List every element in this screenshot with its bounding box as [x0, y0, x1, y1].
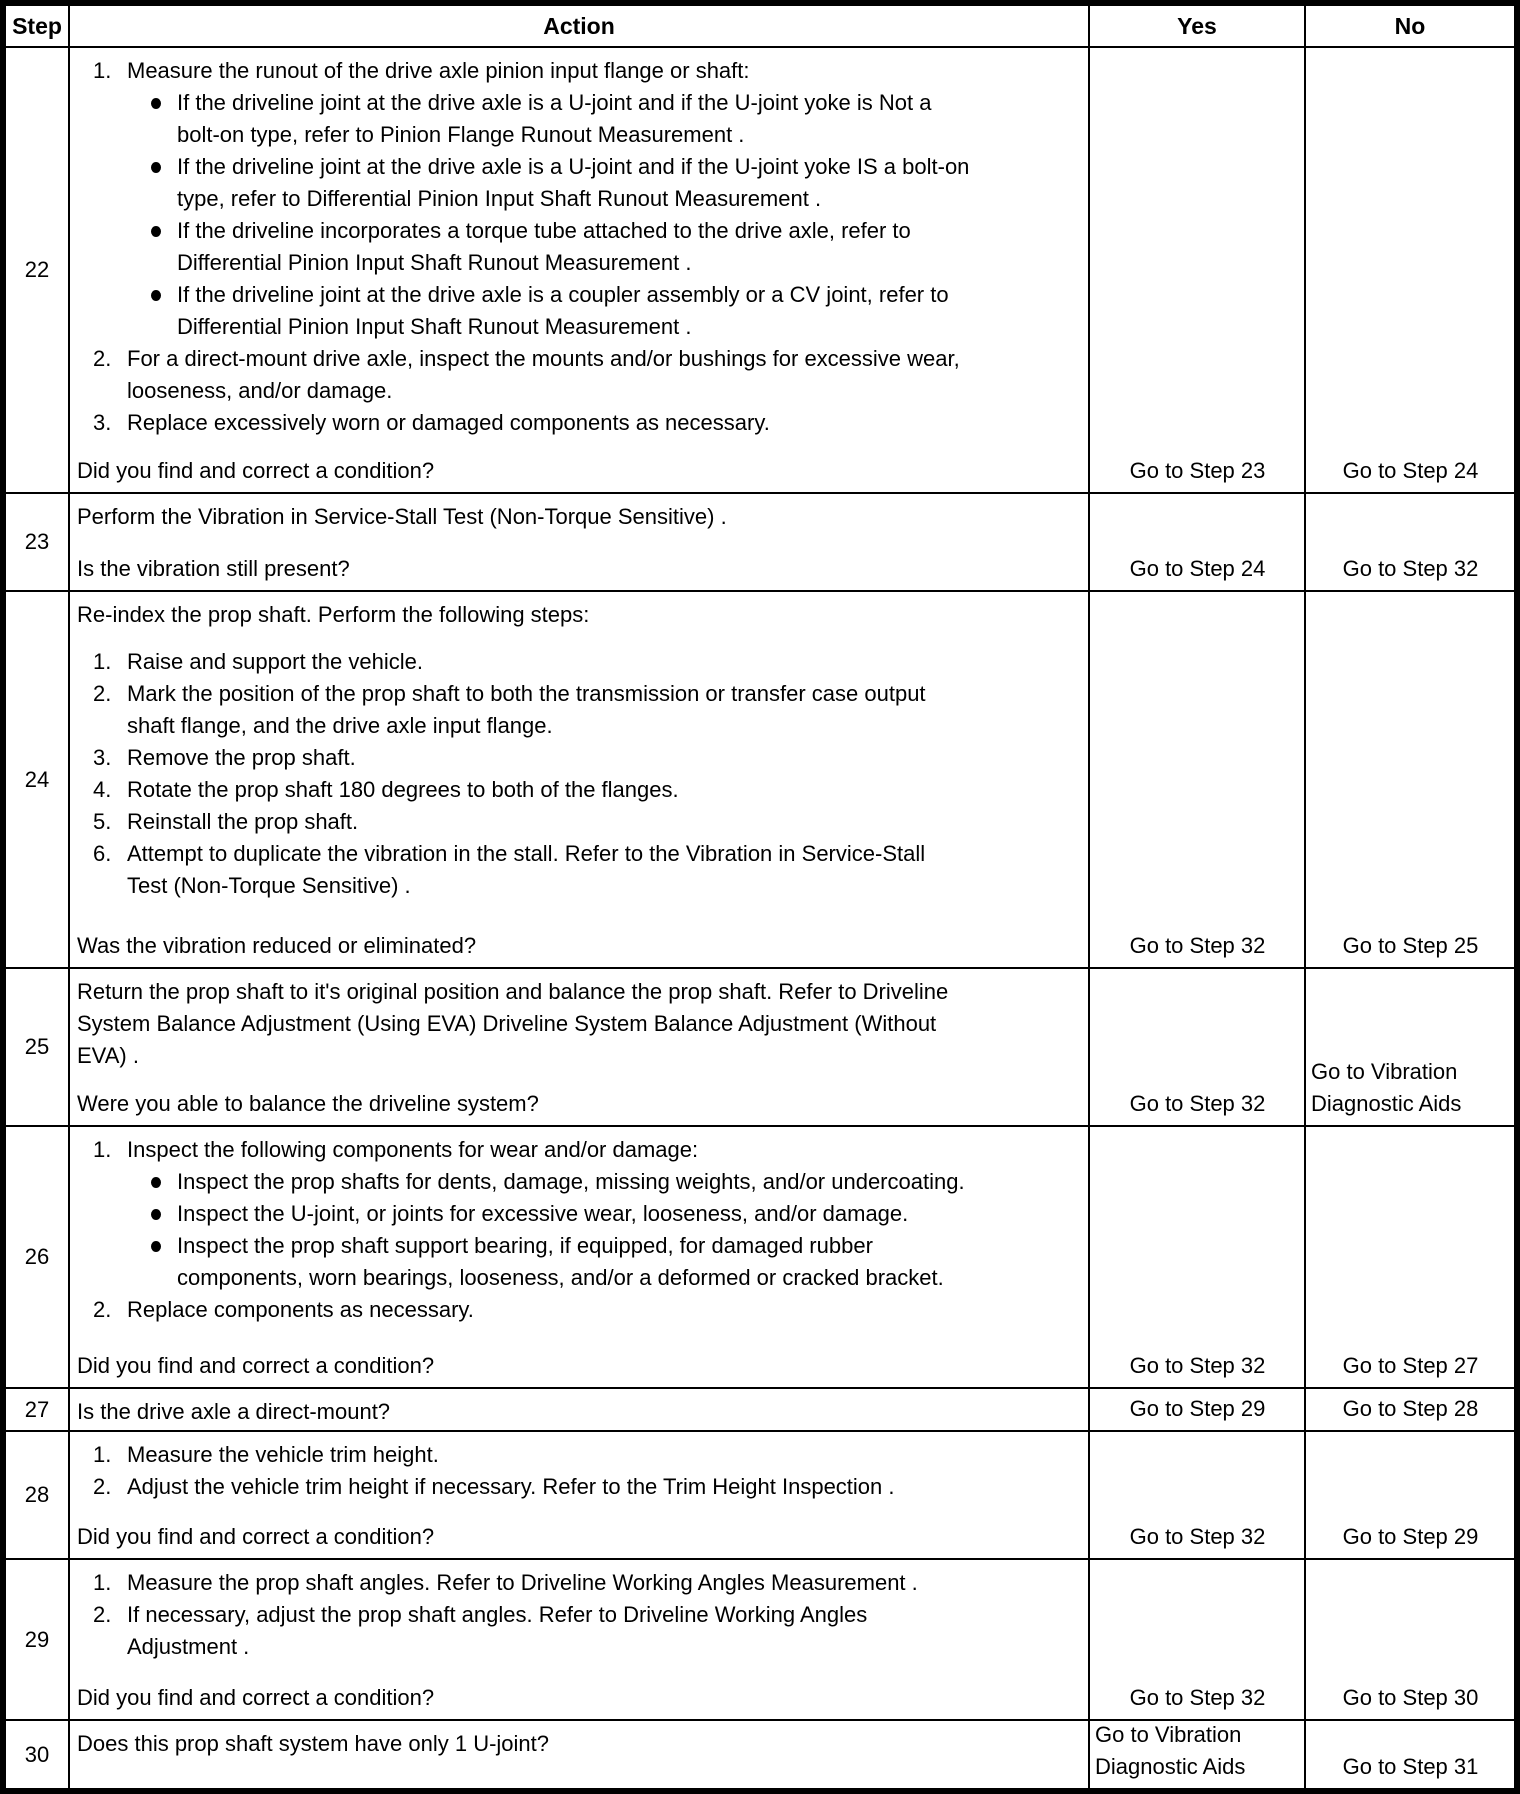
item-number: 3.: [93, 745, 112, 770]
step-number: 29: [6, 1560, 68, 1719]
text-line: looseness, and/or damage.: [127, 378, 393, 403]
numbered-item: [77, 838, 1084, 902]
text-line: For a direct-mount drive axle, inspect the mounts and/or bushings for excessive wear,: [127, 346, 960, 371]
text-line: Attempt to duplicate the vibration in the stall. Refer to the Vibration in Service-Stall: [127, 841, 926, 866]
text-line: Rotate the prop shaft 180 degrees to both of the flanges.: [127, 777, 679, 802]
text-line: Remove the prop shaft.: [127, 745, 356, 770]
item-number: 2.: [93, 681, 112, 706]
yes-cell: [1090, 969, 1304, 1125]
bullet-icon: [151, 226, 161, 237]
yes-link[interactable]: Go to Step 32: [1129, 1353, 1266, 1378]
bullet-icon: [151, 98, 161, 109]
yes-cell: [1090, 1389, 1304, 1430]
step-number: 25: [6, 969, 68, 1125]
action-content: [77, 1439, 1084, 1503]
no-cell: [1306, 48, 1514, 492]
bullet-item: [77, 151, 1084, 215]
yes-link[interactable]: Go to Step 32: [1129, 1685, 1266, 1710]
action-content: [77, 55, 1084, 439]
numbered-item: [77, 742, 1084, 774]
item-number: 1.: [93, 1442, 112, 1467]
text-line: If the driveline joint at the drive axle is a U-joint and if the U-joint yoke is Not a: [177, 90, 932, 115]
text-line: Perform the Vibration in Service-Stall Test (Non-Torque Sensitive) .: [77, 504, 727, 529]
yes-link[interactable]: Go to Vibration: [1095, 1722, 1242, 1747]
step-number: 30: [6, 1721, 68, 1788]
numbered-item: [77, 1599, 1084, 1663]
step-number: 24: [6, 592, 68, 967]
yes-link[interactable]: Go to Step 29: [1129, 1396, 1266, 1421]
text-line: shaft flange, and the drive axle input flange.: [127, 713, 553, 738]
header-no: No: [1306, 6, 1514, 46]
action-content: [77, 501, 1084, 533]
spacer: [77, 631, 1084, 646]
numbered-item: [77, 1134, 1084, 1166]
paragraph: [77, 976, 1084, 1072]
yes-cell: [1090, 48, 1304, 492]
no-link[interactable]: Go to Step 24: [1342, 458, 1479, 483]
text-line: Reinstall the prop shaft.: [127, 809, 359, 834]
action-cell: [70, 1721, 1088, 1788]
item-number: 2.: [93, 1297, 112, 1322]
numbered-item: [77, 1294, 1084, 1326]
yes-link[interactable]: Go to Step 24: [1129, 556, 1266, 581]
no-cell: [1306, 969, 1514, 1125]
text-line: Re-index the prop shaft. Perform the following steps:: [77, 602, 590, 627]
bullet-item: [77, 1198, 1084, 1230]
item-number: 2.: [93, 346, 112, 371]
numbered-item: [77, 774, 1084, 806]
action-cell: [70, 1560, 1088, 1719]
no-link[interactable]: Go to Step 30: [1342, 1685, 1479, 1710]
bullet-icon: [151, 1209, 161, 1220]
no-cell: [1306, 1127, 1514, 1387]
action-content: [77, 976, 1084, 1072]
no-link[interactable]: Go to Step 28: [1342, 1396, 1479, 1421]
no-cell: [1306, 592, 1514, 967]
text-line: Differential Pinion Input Shaft Runout Measurement .: [177, 314, 692, 339]
text-line: Inspect the prop shaft support bearing, if equipped, for damaged rubber: [177, 1233, 873, 1258]
item-number: 6.: [93, 841, 112, 866]
yes-link[interactable]: Go to Step 32: [1129, 1524, 1266, 1549]
numbered-item: [77, 806, 1084, 838]
yes-cell: [1090, 1721, 1304, 1788]
step-number: 28: [6, 1432, 68, 1558]
action-content: [77, 1134, 1084, 1326]
action-cell: [70, 1389, 1088, 1430]
text-line: If the driveline joint at the drive axle is a coupler assembly or a CV joint, refer to: [177, 282, 949, 307]
numbered-item: [77, 646, 1084, 678]
bullet-item: [77, 1166, 1084, 1198]
numbered-item: [77, 343, 1084, 407]
step-number: 23: [6, 494, 68, 590]
no-cell: [1306, 494, 1514, 590]
question: Did you find and correct a condition?: [77, 1353, 435, 1378]
yes-cell: [1090, 592, 1304, 967]
item-number: 5.: [93, 809, 112, 834]
text-line: Measure the runout of the drive axle pinion input flange or shaft:: [127, 58, 750, 83]
text-line: Adjustment .: [127, 1634, 250, 1659]
bullet-item: [77, 1230, 1084, 1294]
step-number: 22: [6, 48, 68, 492]
paragraph: [77, 501, 1084, 533]
text-line: Replace components as necessary.: [127, 1297, 474, 1322]
no-link[interactable]: Go to Vibration: [1311, 1059, 1458, 1084]
question: Were you able to balance the driveline system?: [77, 1091, 539, 1116]
yes-link[interactable]: Diagnostic Aids: [1095, 1754, 1246, 1779]
yes-cell: [1090, 1560, 1304, 1719]
action-cell: [70, 48, 1088, 492]
text-line: Inspect the U-joint, or joints for excessive wear, looseness, and/or damage.: [177, 1201, 909, 1226]
yes-link[interactable]: Go to Step 23: [1129, 458, 1266, 483]
item-number: 1.: [93, 58, 112, 83]
text-line: Test (Non-Torque Sensitive) .: [127, 873, 411, 898]
header-action: Action: [70, 6, 1088, 46]
text-line: Return the prop shaft to it's original position and balance the prop shaft. Refer to Driveline: [77, 979, 949, 1004]
text-line: Inspect the prop shafts for dents, damage, missing weights, and/or undercoating.: [177, 1169, 965, 1194]
text-line: bolt-on type, refer to Pinion Flange Runout Measurement .: [177, 122, 745, 147]
item-number: 1.: [93, 1137, 112, 1162]
item-number: 2.: [93, 1602, 112, 1627]
question: Is the drive axle a direct-mount?: [77, 1399, 391, 1424]
no-link[interactable]: Go to Step 32: [1342, 556, 1479, 581]
header-yes: Yes: [1090, 6, 1304, 46]
action-cell: [70, 1432, 1088, 1558]
text-line: Inspect the following components for wear and/or damage:: [127, 1137, 699, 1162]
step-number: 27: [6, 1389, 68, 1430]
bullet-icon: [151, 162, 161, 173]
question: Did you find and correct a condition?: [77, 1685, 435, 1710]
no-link[interactable]: Go to Step 29: [1342, 1524, 1479, 1549]
text-line: Adjust the vehicle trim height if necessary. Refer to the Trim Height Inspection .: [127, 1474, 895, 1499]
action-cell: [70, 592, 1088, 967]
item-number: 1.: [93, 649, 112, 674]
no-link[interactable]: Diagnostic Aids: [1311, 1091, 1462, 1116]
yes-link[interactable]: Go to Step 32: [1129, 1091, 1266, 1116]
no-link[interactable]: Go to Step 31: [1342, 1754, 1479, 1779]
text-line: components, worn bearings, looseness, and/or a deformed or cracked bracket.: [177, 1265, 944, 1290]
text-line: Raise and support the vehicle.: [127, 649, 423, 674]
item-number: 1.: [93, 1570, 112, 1595]
no-cell: [1306, 1721, 1514, 1788]
numbered-item: [77, 1471, 1084, 1503]
question: Was the vibration reduced or eliminated?: [77, 933, 477, 958]
no-cell: [1306, 1560, 1514, 1719]
no-cell: [1306, 1432, 1514, 1558]
text-line: If the driveline joint at the drive axle is a U-joint and if the U-joint yoke IS a bolt-on: [177, 154, 970, 179]
text-line: Differential Pinion Input Shaft Runout Measurement .: [177, 250, 692, 275]
numbered-item: [77, 1567, 1084, 1599]
text-line: System Balance Adjustment (Using EVA) Driveline System Balance Adjustment (Without: [77, 1011, 937, 1036]
no-link[interactable]: Go to Step 27: [1342, 1353, 1479, 1378]
question: Is the vibration still present?: [77, 556, 350, 581]
bullet-icon: [151, 1177, 161, 1188]
action-content: [77, 599, 1084, 902]
bullet-item: [77, 215, 1084, 279]
paragraph: [77, 1728, 1084, 1760]
text-line: Does this prop shaft system have only 1 U-joint?: [77, 1731, 550, 1756]
numbered-item: [77, 407, 1084, 439]
yes-cell: [1090, 1127, 1304, 1387]
text-line: type, refer to Differential Pinion Input Shaft Runout Measurement .: [177, 186, 822, 211]
step-number: 26: [6, 1127, 68, 1387]
bullet-item: [77, 279, 1084, 343]
numbered-item: [77, 55, 1084, 87]
bullet-item: [77, 87, 1084, 151]
yes-cell: [1090, 1432, 1304, 1558]
text-line: If necessary, adjust the prop shaft angles. Refer to Driveline Working Angles: [127, 1602, 868, 1627]
action-cell: [70, 1127, 1088, 1387]
text-line: Mark the position of the prop shaft to both the transmission or transfer case output: [127, 681, 926, 706]
numbered-item: [77, 1439, 1084, 1471]
question: Did you find and correct a condition?: [77, 1524, 435, 1549]
item-number: 3.: [93, 410, 112, 435]
action-cell: [70, 969, 1088, 1125]
no-cell: [1306, 1389, 1514, 1430]
action-content: [77, 1728, 1084, 1760]
action-cell: [70, 494, 1088, 590]
no-link[interactable]: Go to Step 25: [1342, 933, 1479, 958]
bullet-icon: [151, 290, 161, 301]
header-step: Step: [6, 6, 68, 46]
yes-link[interactable]: Go to Step 32: [1129, 933, 1266, 958]
item-number: 4.: [93, 777, 112, 802]
text-line: Measure the prop shaft angles. Refer to Driveline Working Angles Measurement .: [127, 1570, 918, 1595]
item-number: 2.: [93, 1474, 112, 1499]
paragraph: [77, 599, 1084, 631]
action-content: [77, 1567, 1084, 1663]
text-line: Measure the vehicle trim height.: [127, 1442, 439, 1467]
text-line: Replace excessively worn or damaged components as necessary.: [127, 410, 770, 435]
text-line: EVA) .: [77, 1043, 139, 1068]
numbered-item: [77, 678, 1084, 742]
bullet-icon: [151, 1241, 161, 1252]
question: Did you find and correct a condition?: [77, 458, 435, 483]
text-line: If the driveline incorporates a torque tube attached to the drive axle, refer to: [177, 218, 911, 243]
yes-cell: [1090, 494, 1304, 590]
